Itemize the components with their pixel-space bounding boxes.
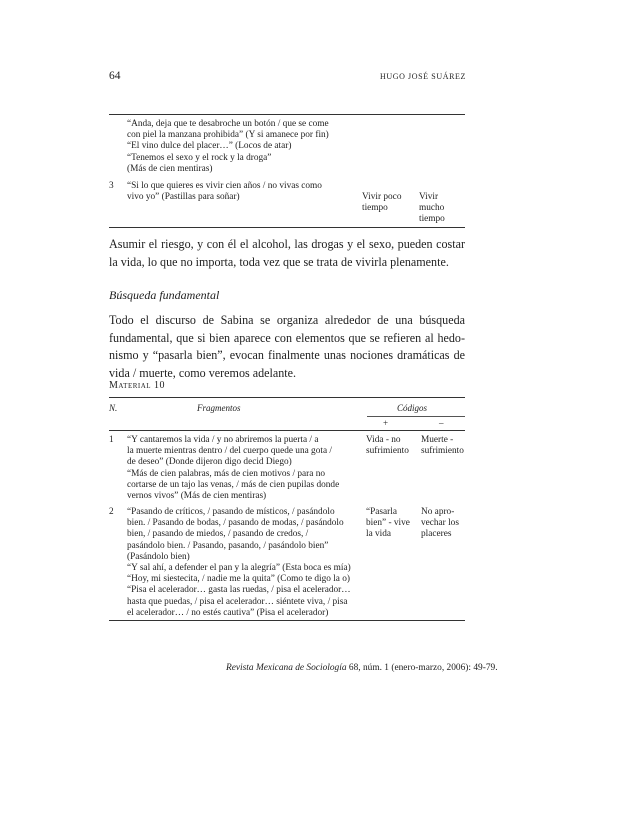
fragment-line: vivo yo” (Pastillas para soñar)	[127, 192, 240, 203]
table-row-fragment	[127, 181, 322, 203]
fragment-line: “Tenemos el sexo y el rock y la droga”	[127, 152, 272, 163]
row-number: 3	[109, 181, 114, 191]
fragment-line: pasándolo bien. / Pasando, pasando, / pasándolo bien”	[127, 540, 329, 551]
material-label: Material 10	[109, 380, 166, 391]
code-line: mucho	[419, 203, 445, 214]
code-line: Muerte -	[421, 435, 454, 445]
fragment-line: “El vino dulce del placer…” (Locos de atar)	[127, 141, 292, 152]
continued-table	[109, 114, 465, 228]
footer-issue: 68, núm. 1 (enero-marzo, 2006): 49-79.	[346, 663, 498, 673]
header-minus: –	[439, 418, 444, 428]
footer-citation	[226, 663, 498, 673]
fragment-line: bien, / pasando de miedos, / pasando de credos, /	[127, 529, 309, 540]
table-row-fragment	[127, 507, 351, 619]
fragment-line: hasta que puedas, / pisa el acelerador… siéntete viva, / pisa	[127, 596, 348, 607]
code-line: sufrimiento	[366, 446, 409, 457]
header-subrule	[367, 416, 465, 417]
code-line: tiempo	[362, 203, 388, 214]
fragment-line: “Pasando de críticos, / pasando de místicos, / pasándolo	[127, 507, 335, 517]
fragment-line: con piel la manzana prohibida” (Y si amanece por fin)	[127, 130, 329, 141]
code-line: No apro-	[421, 507, 455, 517]
material-table	[109, 397, 465, 621]
fragment-line: “Más de cien palabras, más de cien motivos / para no	[127, 468, 326, 479]
row-number: 2	[109, 507, 114, 517]
header-number: N.	[109, 403, 118, 413]
code-minus-cell	[421, 507, 459, 541]
fragment-line: (Más de cien mentiras)	[127, 163, 213, 174]
fragment-line: de deseo” (Donde dijeron digo decid Diego)	[127, 457, 292, 468]
body-paragraph	[109, 236, 465, 271]
body-paragraph	[109, 312, 465, 382]
paragraph-line: fundamental, que si bien aparece con elementos que se refieren al hedo-	[109, 330, 465, 345]
header-rule	[109, 430, 465, 431]
paragraph-line: Asumir el riesgo, y con él el alcohol, las drogas y el sexo, pueden costar	[109, 237, 465, 251]
paragraph-line: la vida, lo que no importa, toda vez que se trata de vivirla plenamente.	[109, 254, 449, 269]
fragment-line: “Hoy, mi siestecita, / nadie me la quita” (Como te digo la o)	[127, 574, 350, 585]
header-plus: +	[383, 418, 389, 428]
header-codes: Códigos	[397, 403, 428, 413]
fragment-line: “Pisa el acelerador… gasta las ruedas, / pisa el acelerador…	[127, 585, 351, 596]
code-line: sufrimiento	[421, 446, 464, 457]
code-minus-cell	[419, 192, 445, 226]
code-plus-cell	[366, 435, 409, 457]
code-line: placeres	[421, 529, 452, 540]
running-header-author: HUGO JOSÉ SUÁREZ	[379, 72, 466, 81]
code-minus-cell	[421, 435, 464, 457]
table-row-fragment	[127, 435, 339, 502]
section-title: Búsqueda fundamental	[109, 288, 220, 302]
paragraph-line: Todo el discurso de Sabina se organiza alrededor de una búsqueda	[109, 313, 465, 327]
fragment-line: el acelerador… / no estés cautiva” (Pisa el acelerador)	[127, 607, 329, 618]
code-line: Vida - no	[366, 435, 401, 445]
fragment-line: vernos vivos” (Más de cien mentiras)	[127, 491, 267, 502]
fragment-line: “Y sal ahí, a defender el pan y la alegría” (Esta boca es mía)	[127, 563, 351, 574]
code-line: Vivir	[419, 192, 439, 202]
fragment-line: “Y cantaremos la vida / y no abriremos la puerta / a	[127, 435, 319, 445]
code-line: “Pasarla	[366, 507, 397, 517]
fragment-line: “Anda, deja que te desabroche un botón / que se come	[127, 119, 329, 129]
header-fragments: Fragmentos	[197, 403, 241, 413]
fragment-line: (Pasándolo bien)	[127, 551, 190, 562]
code-line: bien” - vive	[366, 518, 410, 529]
code-line: la vida	[366, 529, 392, 540]
fragment-line: “Si lo que quieres es vivir cien años / no vivas como	[127, 181, 322, 191]
paragraph-line: nismo y “pasarla bien”, evocan finalmente unas nociones dramáticas de	[109, 348, 465, 362]
fragment-line: bien. / Pasando de bodas, / pasando de modas, / pasándolo	[127, 518, 344, 529]
paragraph-line: vida / muerte, como veremos adelante.	[109, 365, 297, 380]
page-number: 64	[109, 70, 121, 82]
row-number: 1	[109, 435, 114, 445]
table-row-fragment	[127, 119, 329, 175]
code-line: vechar los	[421, 518, 459, 529]
fragment-line: cortarse de un tajo las venas, / más de cien pupilas donde	[127, 479, 340, 490]
code-plus-cell	[366, 507, 410, 541]
code-line: tiempo	[419, 214, 445, 225]
code-line: Vivir poco	[362, 192, 402, 202]
footer-journal: Revista Mexicana de Sociología	[226, 663, 347, 673]
code-plus-cell	[362, 192, 401, 214]
fragment-line: la muerte mientras dentro / del cuerpo quede una gota /	[127, 446, 332, 457]
